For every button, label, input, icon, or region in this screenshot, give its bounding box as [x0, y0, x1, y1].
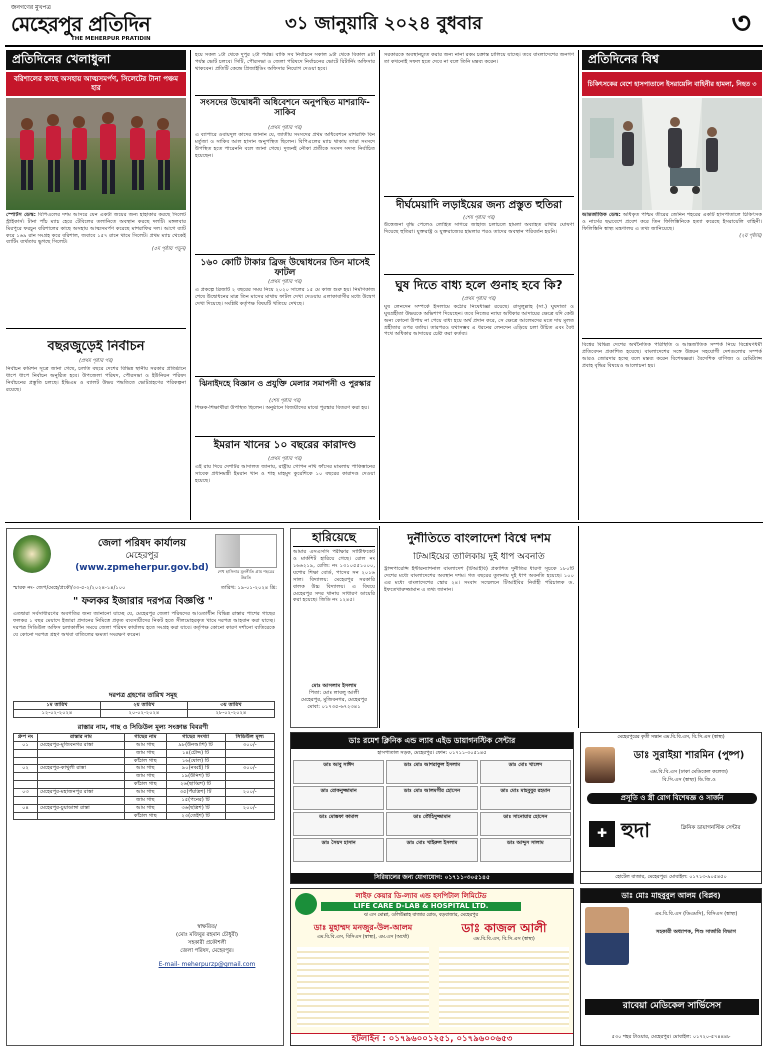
table-cell	[14, 749, 38, 757]
suraiya-top: মেহেরপুরের কৃতী সন্তান এম.বি.বি.এস, বি.সি.এস (স্বাস্থ্য)	[617, 735, 725, 740]
doctor-card	[293, 786, 384, 810]
notice-org: জেলা পরিষদ কার্যালয়	[97, 538, 187, 549]
table-cell: জাম গাছ	[125, 749, 167, 757]
table-cell: ৩০০/-	[225, 741, 274, 749]
table-row	[14, 812, 275, 820]
lifecare-schedule-right	[439, 947, 569, 1027]
table-cell: ১৪(চৌদ্দ) টি	[166, 749, 225, 757]
notice-website: (www.zpmeherpur.gov.bd)	[75, 563, 209, 573]
memo-date: তারিখ: ১৯-০১-২০২৪ খ্রি:	[221, 585, 277, 591]
govt-emblem	[13, 535, 51, 573]
science-fair-continued: (শেষ পৃষ্ঠার পর)	[269, 398, 301, 404]
lost-phone: মোবা: ০১৭৩৫-৬৭২৩৪১	[307, 704, 361, 711]
doctor-name: ডাঃ মোঃ আলমগীর হোসেন	[403, 787, 461, 794]
lifecare-schedule-left	[297, 947, 429, 1027]
notice-email[interactable]: E-mail- meherpurzp@gmail.com	[158, 961, 256, 968]
table-cell: আম গাছ	[125, 765, 167, 773]
table-cell	[38, 781, 125, 789]
ramesh-title-text: ডাঃ রমেশ ক্লিনিক এন্ড ল্যাব এইড ডায়াগনস্টিক সেন্টার	[348, 735, 516, 745]
sports-headline-text: বরিশালের কাছে অসহায় আত্মসমর্পণ, সিলেটের টানা পঞ্চম হার	[14, 74, 178, 92]
date-cell: ২০-০২-২০২৪	[100, 709, 187, 717]
table-cell: ৩৬(ছত্রিশ) টি	[166, 804, 225, 812]
dates-header: ১ম তারিখ	[14, 702, 101, 710]
lifecare-doc1: ডাঃ মুহাম্মদ মনজুর-উল-আলম	[313, 923, 413, 932]
table-row	[14, 757, 275, 765]
election-article: নির্বাচন কমিশন সূত্রে জানা গেছে, চলতি বছরে দেশের বিভিন্ন স্থানীয় সরকার প্রতিষ্ঠানে ধাপে ধাপে নির্বাচন অনুষ্ঠিত হবে। উপজেলা পরিষদ, পৌরসভা ও ইউনিয়ন পরিষদ নির্বাচনের প্রস্তুতি চলছে। ইভিএম ও ব্যালট উভয় পদ্ধতিতে ভোটগ্রহণের পরিকল্পনা রয়েছে।	[6, 366, 186, 393]
world-section-title: প্রতিদিনের বিশ্ব	[588, 52, 659, 67]
pm-portrait	[215, 534, 277, 568]
suraiya-address: হোটেল বাজার, মেহেরপুর। মোবাইল: ০১৭১৩-৯০৫৪৫০	[581, 871, 761, 881]
world-body: অধিকৃত পশ্চিম তীরের জেনিন শহরের একটি হাসপাতালে চিকিৎসক ও নার্সের ছদ্মবেশে প্রবেশ করে তিন ফিলিস্তিনিকে হত্যা করেছে ইসরায়েলি বাহিনী। ফিলিস্তিনি স্বাস্থ্য মন্ত্রণালয় এ তথ্য জানিয়েছে।	[582, 212, 762, 232]
ramesh-title	[291, 733, 573, 749]
column-header: গাছের নাম	[125, 734, 167, 742]
sports-article	[6, 212, 186, 322]
imran-continued: (প্রথম পৃষ্ঠার পর)	[268, 456, 302, 462]
parliament-article: এ ব্যাপারে ওবায়দুল কাদের জানান যে, জাতীয় সংসদের প্রথম অধিবেশনে মাশরাফি বিন মর্তুজা ও সাকিব আল হাসান অনুপস্থিত ছিলেন। বিপিএলের ম্যাচ থাকায় তারা সংসদে উপস্থিত হতে পারেননি বলে জানা গেছে। দুজনই নৌকা প্রতীকে সংসদ সদস্য নির্বাচিত হয়েছেন।	[195, 132, 375, 159]
table-row	[14, 796, 275, 804]
table-cell	[14, 796, 38, 804]
signer-name: (মোঃ মজিবুর রহমান চৌধুরী)	[175, 932, 239, 938]
table-cell: আম গাছ	[125, 789, 167, 797]
column-header: গ্রুপ নং	[14, 734, 38, 742]
trees-table-title: রাস্তার নাম, গাছ ও সিডিউল মূল্য সংক্রান্ত বিবরণী	[77, 723, 209, 731]
mahbub-address: ৫৩০ শহর টাওয়ার, মেহেরপুর। মোবাইল: ০১৭২০-৫৭৪৪৪৮	[611, 1034, 731, 1041]
doctor-card	[293, 760, 384, 784]
column-header: রাস্তার নাম	[38, 734, 125, 742]
houthi-article: উত্তেজনা বৃদ্ধি পেলেও লোহিত সাগরে জাহাজ চলাচলে হামলা অব্যাহত রাখার ঘোষণা দিয়েছে হুতিরা। যুক্তরাষ্ট্র ও যুক্তরাজ্যের হামলার পরও তাদের অবস্থান পরিবর্তন হয়নি।	[384, 222, 574, 235]
huda-name: হুদা	[621, 818, 651, 842]
dates-header: ২য় তারিখ	[100, 702, 187, 710]
lifecare-ad	[290, 888, 574, 1046]
doctor-card	[386, 760, 477, 784]
table-cell: ২০০/-	[225, 789, 274, 797]
table-row	[14, 781, 275, 789]
table-cell: মেহেরপুর-মহাজনপুর রাস্তা	[38, 789, 125, 797]
lost-title: হারিয়েছে	[293, 531, 375, 547]
table-cell: আম গাছ	[125, 804, 167, 812]
bridge-headline: ১৬০ কোটি টাকার ব্রিজ উদ্বোধনের তিন মাসেই ফাটল	[195, 254, 375, 278]
table-row	[14, 749, 275, 757]
doctor-name: ডাঃ মোঃ মাহবুবুর রহমান	[500, 787, 551, 794]
lifecare-title: লাইফ কেয়ার ডি-ল্যাব এন্ড হসপিটাল লিমিটেড	[355, 892, 487, 900]
doctor-card	[480, 760, 571, 784]
lifecare-doc2-degree: এম.বি.বি.এস, বি.সি.এস (স্বাস্থ্য)	[473, 937, 535, 942]
lost-address: মেহেরপুর, মুজিবনগর, মেহেরপুর	[301, 697, 367, 704]
column-header: সিডিউল মূল্য	[225, 734, 274, 742]
table-cell: ১৬(ষোল) টি	[166, 757, 225, 765]
table-cell: ২৬(ছাব্বিশ) টি	[166, 781, 225, 789]
suraiya-name: ডাঃ সুরাইয়া শারমিন (পুষ্প)	[633, 750, 745, 761]
huda-sub: ক্লিনিক ডায়াগনস্টিক সেন্টার	[681, 825, 741, 831]
masthead-title-en: THE MEHERPUR PRATIDIN	[71, 36, 151, 42]
sports-continued: (৫ম পৃষ্ঠায় পড়ুন)	[151, 246, 186, 253]
memo-number: স্মারক নং- জেপ/মেহে/প্রকৌ/৩৩-৫-২/২০২৪-১৪/১০০	[13, 585, 126, 591]
table-cell: ২৩(তেইশ) টি	[166, 812, 225, 820]
doctor-card	[293, 838, 384, 862]
table-cell	[38, 773, 125, 781]
ramesh-footer: সিরিয়ালের জন্য যোগাযোগ: ০১৭১১-৩০৫১৪৫	[291, 873, 573, 883]
table-cell	[225, 781, 274, 789]
table-cell	[38, 812, 125, 820]
table-cell	[225, 796, 274, 804]
table-cell: ০২	[14, 765, 38, 773]
doctor-name: ডাঃ মোস্তফা কামাল	[319, 813, 359, 820]
suraiya-degree2: বি.সি.এস (স্বাস্থ্য) ডি.জি.ও	[662, 777, 716, 783]
world-section-header	[582, 50, 762, 70]
table-cell: জাম গাছ	[125, 773, 167, 781]
signer-designation: সহকারী প্রকৌশলী	[187, 940, 227, 946]
column-header: গাছের সংখ্যা	[166, 734, 225, 742]
science-fair-headline: ঝিনাইদহে বিজ্ঞান ও প্রযুক্তি মেলার সমাপনী ও পুরস্কার	[195, 376, 375, 389]
table-row	[14, 765, 275, 773]
sports-byline: স্পোর্টস ডেস্ক:	[6, 212, 36, 218]
table-cell: ৯৮(উনআশি) টি	[166, 741, 225, 749]
election-headline: বছরজুড়েই নির্বাচন	[47, 340, 145, 354]
parliament-headline: সংসদের উদ্বোধনী অধিবেশনে অনুপস্থিত মাশরাফি-সাকিব	[195, 95, 375, 118]
signature-label: স্বাক্ষরিত/	[197, 924, 217, 930]
world-headline	[582, 72, 762, 96]
issue-date: ৩১ জানুয়ারি ২০২৪ বুধবার	[285, 13, 483, 34]
mahbub-degree: এম.বি.বি.এস (ডিএমসি), বিসিএস (স্বাস্থ্য)	[654, 911, 738, 917]
lifecare-hotline: হটলাইন : ০১৭৯৬০০১২৫১, ০১৭৯৬০০৬৫৩	[291, 1033, 573, 1045]
mahbub-hospital: রাবেয়া মেডিকেল সার্ভিসেস	[585, 999, 759, 1015]
lost-notice	[290, 528, 378, 728]
sports-section-header	[6, 50, 186, 70]
doctor-card	[293, 812, 384, 836]
table-cell: ১৫(পনের) টি	[166, 796, 225, 804]
table-cell: ১৯(উনিশ) টি	[166, 773, 225, 781]
suraiya-specialty: প্রসূতি ও স্ত্রী রোগ বিশেষজ্ঞ ও সার্জন	[587, 793, 757, 804]
lifecare-doc1-degree: এম.বি.বি.এস, বিসিএস (স্বাস্থ্য), এম.এস (অর্থো)	[317, 935, 409, 940]
huda-logo-icon: ✚	[596, 826, 608, 841]
table-row	[14, 773, 275, 781]
doctor-card	[480, 838, 571, 862]
huda-logo	[589, 821, 615, 847]
table-cell: কাঁঠাল গাছ	[125, 781, 167, 789]
masthead-title: মেহেরপুর প্রতিদিন	[11, 12, 151, 36]
bridge-continued: (প্রথম পৃষ্ঠার পর)	[268, 279, 302, 285]
lost-body: আমার এসএসসি পরীক্ষার সার্টিফিকেট ও মার্কশিট হারিয়ে গেছে। রোল নং ১৬৬২১৯, রেজি: নং ১৩১০৫৫১০০০, যশোর শিক্ষা বোর্ড, পাসের সন ২০১৬ সাল। বিদ্যালয়: মেহেরপুর সরকারি বালক উচ্চ বিদ্যালয়। এ বিষয়ে মেহেরপুর সদর থানায় সাধারণ ডায়েরি করা হয়েছে। জিডি নং ১২৪৫।	[293, 549, 375, 604]
world-photo	[582, 98, 762, 210]
corruption-subheadline: টিআইয়ের তালিকায় দুই ধাপ অবনতি	[413, 552, 545, 562]
suraiya-ad	[580, 732, 762, 884]
doctor-name: ডাঃ মোঃ খাইরুল ইসলাম	[406, 839, 458, 846]
table-cell	[38, 757, 125, 765]
table-cell: আম গাছ	[125, 741, 167, 749]
lost-father: পিতা: মোঃ লাবলু আলী	[309, 690, 359, 697]
trees-table	[13, 733, 275, 820]
table-cell: ৩০০/-	[225, 765, 274, 773]
mahbub-name: ডাঃ মোঃ মাহবুবুল আলম (বিপ্লব)	[581, 889, 761, 903]
date-cell: ২৮-০২-২০২৪	[188, 709, 275, 717]
doctor-name: ডাঃ সানোয়ার হোসেন	[503, 813, 548, 820]
mahbub-post: সহকারী অধ্যাপক, শিশু সার্জারি বিভাগ	[656, 929, 736, 935]
ramesh-address: হাসপাতাল সড়ক, মেহেরপুর। ফোন: ০১৭১১-৩০৫১৪৫	[377, 750, 487, 756]
masthead	[5, 2, 763, 44]
mahbub-ad	[580, 888, 762, 1046]
parliament-continued: (প্রথম পৃষ্ঠার পর)	[268, 125, 302, 131]
table-cell: ৯০(নব্বই) টি	[166, 765, 225, 773]
bribe-article: ঘুষ লেনদেন সম্পর্কে ইসলামে কঠোর নিষেধাজ্ঞা রয়েছে। রাসুলুল্লাহ (সা.) ঘুষদাতা ও ঘুষগ্রহীতা উভয়কে অভিশাপ দিয়েছেন। তবে নিজের ন্যায্য অধিকার আদায়ের ক্ষেত্রে যদি কেউ অন্য কোনো উপায় না পেয়ে বাধ্য হয়ে অর্থ প্রদান করে, সে ক্ষেত্রে আলেমদের মতে দায় মূলত গ্রহীতার ওপর বর্তায়। তারপরও যথাসম্ভব এ ধরনের লেনদেন এড়িয়ে চলা উচিত এবং বৈধ পথে অধিকার আদায়ের চেষ্টা করা কর্তব্য।	[384, 304, 574, 338]
page-number: ৩	[731, 6, 751, 41]
mahbub-photo	[585, 907, 629, 965]
table-row	[14, 741, 275, 749]
table-cell: ০৩	[14, 789, 38, 797]
doctor-card	[480, 812, 571, 836]
lifecare-doc2: ডাঃ কাজল আলী	[461, 921, 547, 935]
table-header-row	[14, 734, 275, 742]
table-cell	[14, 812, 38, 820]
doctor-card	[480, 786, 571, 810]
masthead-tagline: জনগণের মুখপত্র	[11, 4, 51, 11]
table-cell: ০১	[14, 741, 38, 749]
col2-top-text: হয়ে সকল ১টা থেকে দুপুর ২টা পর্যন্ত। বাকি সব নির্বাচনে সকাল ৯টা থেকে বিকাল ৪টা পর্যন্ত ভোট চলবে। সিটি, পৌরসভা ও জেলা পরিষদে নির্বাচনের ভোটে রিটার্নিং অফিসার থাকবেন। প্রতিটি কেন্দ্রে প্রিজাইডিং অফিসার নিয়োগ দেওয়া হবে।	[195, 52, 375, 72]
table-cell	[38, 796, 125, 804]
world-article	[582, 212, 762, 336]
houthi-continued: (শেষ পৃষ্ঠার পর)	[463, 215, 495, 221]
lifecare-address: ঝ এস মোল্লা, ওলিউল্লাহ বাজার রোড, বড়বাজার, মেহেরপুর	[364, 913, 478, 918]
ramesh-clinic-ad	[290, 732, 574, 884]
table-cell: কাঁঠাল গাছ	[125, 757, 167, 765]
science-fair-article: শিক্ষক-শিক্ষার্থীরা উপস্থিত ছিলেন। অনুষ্ঠানে বিজয়ীদের মাঝে পুরস্কার বিতরণ করা হয়।	[195, 405, 370, 411]
table-cell: ২০০/-	[225, 804, 274, 812]
corruption-headline: দুর্নীতিতে বাংলাদেশ বিশ্বে দশম	[407, 532, 551, 545]
doctor-name: ডাঃ তৌহিদুজ্জামান	[413, 813, 451, 820]
election-continued: (প্রথম পৃষ্ঠার পর)	[79, 358, 113, 364]
lifecare-logo	[295, 893, 317, 915]
imran-article: এই রায় দিয়ে দেশটির আদালত জানায়, রাষ্ট্রীয় গোপন নথি ফাঁসের মামলায় পাকিস্তানের সাবেক প্রধানমন্ত্রী ইমরান খান ও শাহ মাহমুদ কুরেশিকে ১০ বছরের কারাদণ্ড দেওয়া হয়েছে।	[195, 464, 375, 484]
table-cell	[225, 757, 274, 765]
sports-section-title: প্রতিদিনের খেলাধুলা	[12, 52, 111, 67]
table-row	[14, 789, 275, 797]
col3-top-text: সরকারকে অবস্থানচ্যুত করার জন্য নানা রকম চক্রান্ত চালিয়ে যাচ্ছে। তবে বাংলাদেশের জনগণ তা কখনোই সফল হতে দেবে না বলে তিনি মন্তব্য করেন।	[384, 52, 574, 65]
ramesh-doctor-grid	[291, 758, 573, 864]
world-continued: (২য় পৃষ্ঠায়)	[739, 232, 762, 239]
signer-office: জেলা পরিষদ, মেহেরপুর।	[180, 948, 234, 954]
notice-city: মেহেরপুর	[125, 551, 159, 561]
table-cell: জাম গাছ	[125, 796, 167, 804]
doctor-name: ডাঃ আব্দুস সালাম	[507, 839, 544, 846]
table-cell	[225, 773, 274, 781]
imran-headline: ইমরান খানের ১০ বছরের কারাদণ্ড	[195, 436, 375, 452]
table-cell: মেহেরপুর-মুজিবনগর রাস্তা	[38, 741, 125, 749]
bribe-continued: (প্রথম পৃষ্ঠার পর)	[462, 296, 496, 302]
bribe-headline: ঘুষ দিতে বাধ্য হলে গুনাহ হবে কি?	[384, 274, 574, 292]
table-cell	[14, 781, 38, 789]
notice-body: এতদ্বারা সর্বসাধারণের অবগতির জন্য জানানো যাচ্ছে যে, মেহেরপুর জেলা পরিষদের আওতাধীন বিভিন্ন রাস্তার পাশের গাছের ফলকর ১ বছর মেয়াদে ইজারা প্রদানের নিমিত্তে প্রকৃত ব্যবসায়ীদের নিকট হতে সীলমোহরকৃত খামে দরপত্র আহবান করা যাচ্ছে। দরপত্র সিডিউল অফিস চলাকালীন সময়ে জেলা পরিষদ কার্যালয় হতে সংগ্রহ করা যাবে। কর্তৃপক্ষ কোনো কারণ দর্শানো ব্যতিরেকে যে কোনো দরপত্র গ্রহণ অথবা বাতিলের ক্ষমতা সংরক্ষণ করেন।	[13, 611, 275, 638]
date-cell: ১২-০২-২০২৪	[14, 709, 101, 717]
corruption-article: ট্রান্সপারেন্সি ইন্টারন্যাশনাল বাংলাদেশ (টিআইবি) প্রকাশিত দুর্নীতির ধারণা সূচকে ১৮০টি দেশের মধ্যে বাংলাদেশের অবস্থান দশম। গত বছরের তুলনায় দুই ধাপ অবনতি হয়েছে। ১০০ এর মধ্যে বাংলাদেশের স্কোর ২৪। সংবাদ সম্মেলনে টিআইবির নির্বাহী পরিচালক ড. ইফতেখারুজ্জামান এ তথ্য জানান।	[384, 566, 574, 593]
table-cell: মেহেরপুর-চুয়াডাঙ্গা রাস্তা	[38, 804, 125, 812]
table-cell	[225, 812, 274, 820]
table-cell	[225, 749, 274, 757]
sports-photo	[6, 98, 186, 210]
table-cell: ০৪	[14, 804, 38, 812]
col4-lower-article: বিশ্বের বিভিন্ন দেশের অর্থনৈতিক পরিস্থিতি ও আন্তর্জাতিক সম্পর্ক নিয়ে বিশ্লেষণধর্মী প্রতিবেদন প্রকাশিত হয়েছে। বাংলাদেশের সঙ্গে উন্নয়ন সহযোগী দেশগুলোর সম্পর্ক আরও জোরদার হচ্ছে বলে মন্তব্য করেন বিশেষজ্ঞরা। বৈদেশিক বাণিজ্য ও রেমিট্যান্স প্রবাহ বৃদ্ধির বিষয়েও আলোচনা হয়।	[582, 342, 762, 369]
houthi-headline: দীর্ঘমেয়াদি লড়াইয়ের জন্য প্রস্তুত হুতিরা	[384, 196, 574, 212]
dates-title: দরপত্র গ্রহণের তারিখ সমূহ	[109, 691, 177, 699]
doctor-card	[386, 812, 477, 836]
bridge-article: এ প্রকল্পে ব্রিজটি ২ বছরের সময় নিয়ে ২০২০ সালের ১৫ মে কাজ শুরু হয়। নির্মাণকাজ শেষে উদ্বোধনের মাত্র তিন মাসের মাথায় ফাটল দেখা দেওয়ায় এলাকাবাসীর মধ্যে উদ্বেগ দেখা দিয়েছে। সংশ্লিষ্ট কর্তৃপক্ষ বিষয়টি খতিয়ে দেখছে।	[195, 287, 375, 307]
suraiya-degree: এম.বি.বি.এস (ঢাকা মেডিকেল কলেজ)	[650, 769, 728, 775]
table-cell	[14, 773, 38, 781]
doctor-name: ডাঃ আবু সাঈদ	[323, 761, 354, 768]
doctor-name: ডাঃ রোকনুজ্জামান	[320, 787, 357, 794]
sports-body: বিপিএলের দশম আসরে যেন একটা জয়ের জন্য হাহাকার করছে সিলেট স্ট্রাইকার্স। টানা পাঁচ ম্যাচ হেরে টেবিলের তলানিতে অবস্থান করছে দলটি। মঙ্গলবার মিরপুরে ফরচুন বরিশালের কাছে অসহায় আত্মসমর্পণ করেছে মাশরাফির দল। আগে ব্যাট করে ১৬৯ রান সংগ্রহ করে বরিশাল, জবাবে ১৫৭ রানে থামে সিলেট। প্রথম ম্যাচ থেকেই ব্যাটিং ব্যর্থতায় ভুগছে সিলেট।	[6, 212, 186, 246]
table-cell: ৩৫(পঁয়ত্রিশ) টি	[166, 789, 225, 797]
table-cell	[38, 749, 125, 757]
table-row	[14, 804, 275, 812]
tender-notice	[6, 528, 284, 1046]
suraiya-photo	[585, 747, 615, 783]
doctor-name: ডাঃ মোঃ আশরাফুল ইসলাম	[403, 761, 461, 768]
sports-headline	[6, 72, 186, 96]
doctor-card	[386, 838, 477, 862]
lifecare-title-en: LIFE CARE D-LAB & HOSPITAL LTD.	[321, 902, 521, 911]
dates-table	[13, 701, 275, 718]
doctor-card	[386, 786, 477, 810]
world-headline-text: চিকিৎসকের বেশে হাসপাতালে ইসরায়েলি বাহিনীর হামলা, নিহত ৩	[587, 79, 757, 88]
table-cell: মেহেরপুর-কাথুলী রাস্তা	[38, 765, 125, 773]
table-cell: কাঁঠাল গাছ	[125, 812, 167, 820]
dates-header: ৩য় তারিখ	[188, 702, 275, 710]
table-cell	[14, 757, 38, 765]
notice-title: " ফলকর ইজারার দরপত্র বিজ্ঞপ্তি "	[73, 596, 213, 607]
doctor-name: ডাঃ মোঃ খালেদ	[508, 761, 542, 768]
lost-name: মোঃ আসলাম ইসলাম	[311, 683, 357, 690]
world-byline: আন্তর্জাতিক ডেস্ক:	[582, 212, 621, 218]
doctor-name: ডাঃ সৈয়দ হাসান	[321, 839, 356, 846]
pm-caption: শেখ হাসিনার মূলনীতি গ্রাম শহরের উন্নতি	[217, 569, 275, 580]
